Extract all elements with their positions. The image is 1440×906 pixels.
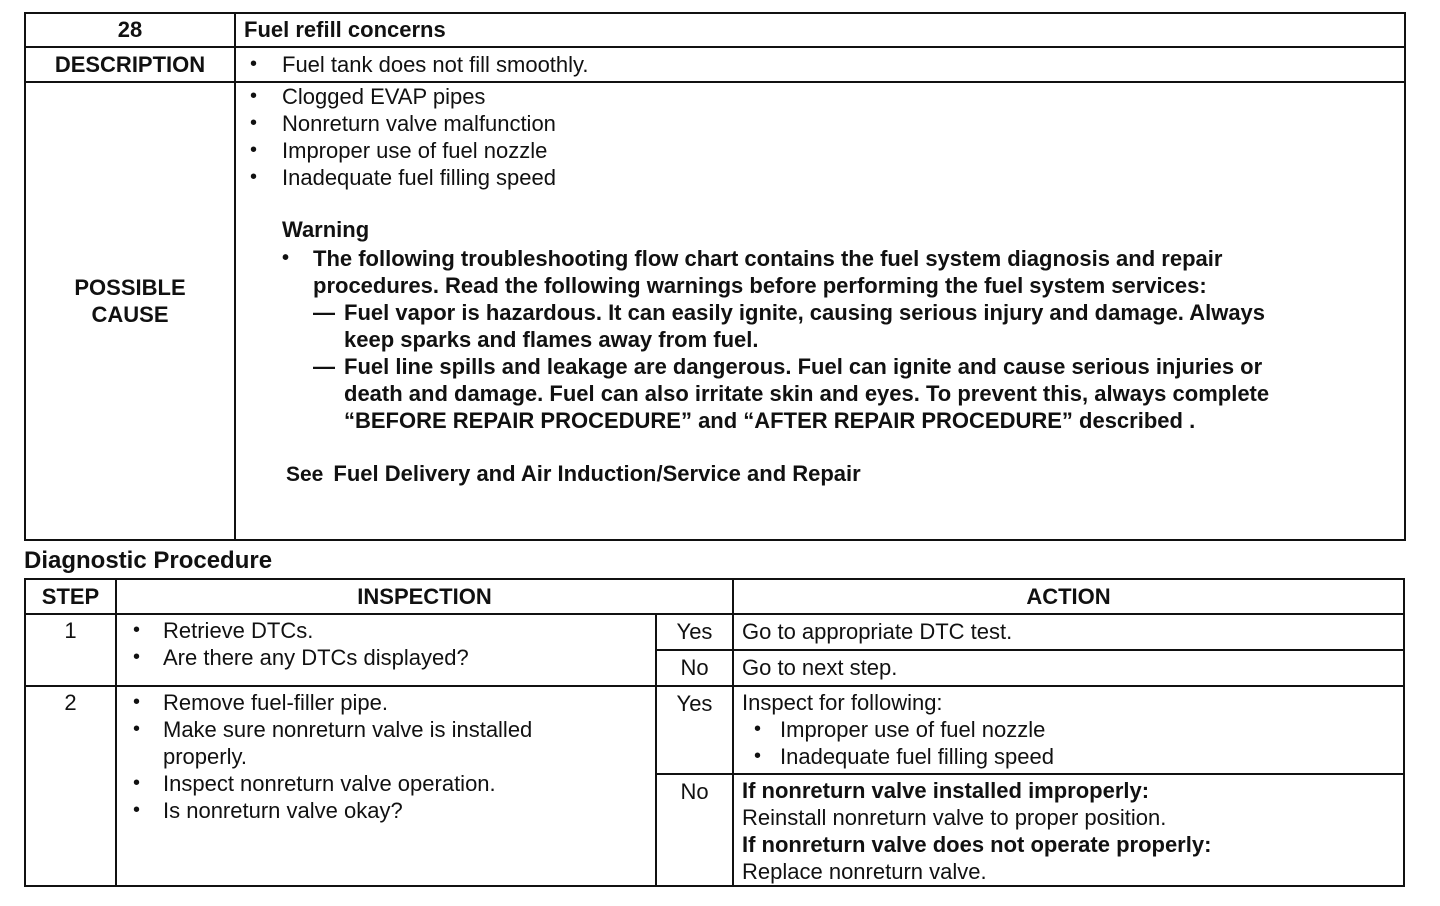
possible-cause-label [25,82,235,540]
concern-title: Fuel refill concerns [235,13,1405,47]
warning-dash-line: Fuel line spills and leakage are dangerous. Fuel can ignite and cause serious injuries or [344,354,1263,379]
bullet-icon: • [282,247,290,269]
warning-dash-item [313,299,1404,353]
warning-dash-line: death and damage. Fuel can also irritate skin and eyes. To prevent this, always complete [344,381,1270,406]
no-instruction: Reinstall nonreturn valve to proper position. [742,805,1167,830]
description-label: DESCRIPTION [25,47,235,82]
step-number: 1 [25,614,116,686]
possible-cause-cell [235,82,1405,540]
inspection-item [117,716,655,770]
concern-table [24,12,1406,541]
cause-label-line2: CAUSE [91,302,169,327]
dash-icon: — [313,300,335,325]
yes-action [733,686,1404,774]
yes-label: Yes [656,614,733,650]
description-cell [235,47,1405,82]
cause-item: • Improper use of fuel nozzle [236,137,1404,164]
warning-dash-line: keep sparks and flames away from fuel. [344,327,759,352]
dash-icon: — [313,354,335,379]
inspection-item-line: properly. [163,744,247,769]
warning-intro-line: procedures. Read the following warnings before performing the fuel system services: [313,273,1207,298]
header-inspection: INSPECTION [116,579,733,614]
no-action: Go to next step. [733,650,1404,686]
action-item: • Improper use of fuel nozzle [742,716,1403,743]
cause-item: • Nonreturn valve malfunction [236,110,1404,137]
step-number: 2 [25,686,116,886]
header-action: ACTION [733,579,1404,614]
warning-intro [282,245,1404,434]
inspection-item: • Remove fuel-filler pipe. [117,689,655,716]
inspection-item: • Are there any DTCs displayed? [117,644,655,671]
concern-number: 28 [25,13,235,47]
step-inspection [116,686,656,886]
no-action [733,774,1404,886]
no-condition: If nonreturn valve does not operate properly: [742,832,1212,857]
inspection-item: • Inspect nonreturn valve operation. [117,770,655,797]
cause-item: • Inadequate fuel filling speed [236,164,1404,191]
see-label: See [286,463,324,486]
warning-dash-line: “BEFORE REPAIR PROCEDURE” and “AFTER REPAIR PROCEDURE” described . [344,408,1196,433]
warning-dash-line: Fuel vapor is hazardous. It can easily ignite, causing serious injury and damage. Always [344,300,1266,325]
diagnostic-procedure-title: Diagnostic Procedure [24,547,273,574]
warning-intro-line: The following troubleshooting flow chart contains the fuel system diagnosis and repair [313,246,1223,271]
see-reference [286,460,1404,488]
warning-block [282,216,1404,434]
inspection-item: • Retrieve DTCs. [117,617,655,644]
cause-item: • Clogged EVAP pipes [236,83,1404,110]
description-item: • Fuel tank does not fill smoothly. [236,48,1404,81]
diagnostic-procedure-table [24,578,1405,887]
warning-dash-item [313,353,1404,434]
header-step: STEP [25,579,116,614]
no-condition: If nonreturn valve installed improperly: [742,778,1150,803]
yes-action: Go to appropriate DTC test. [733,614,1404,650]
see-reference-link[interactable]: Fuel Delivery and Air Induction/Service and Repair [333,461,861,486]
yes-label: Yes [656,686,733,774]
yes-action-intro: Inspect for following: [742,690,943,715]
inspection-item: • Is nonreturn valve okay? [117,797,655,824]
warning-heading: Warning [282,217,370,242]
step-inspection [116,614,656,686]
no-instruction: Replace nonreturn valve. [742,859,987,884]
inspection-item-line: • Make sure nonreturn valve is installed [163,717,533,742]
action-item: • Inadequate fuel filling speed [742,743,1403,770]
no-label: No [656,774,733,886]
cause-label-line1: POSSIBLE [74,275,186,300]
no-label: No [656,650,733,686]
